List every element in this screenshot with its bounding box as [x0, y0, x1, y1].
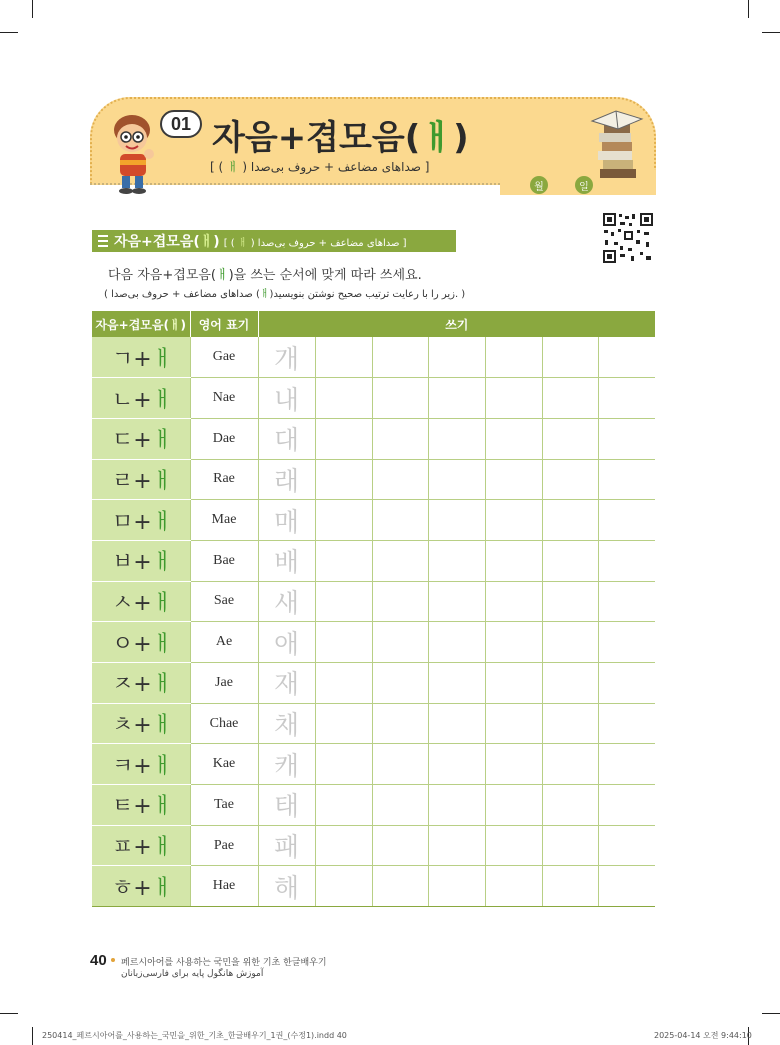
- consonant: ㅋ+: [112, 753, 152, 779]
- writing-box[interactable]: [315, 663, 372, 704]
- writing-box[interactable]: [372, 337, 428, 378]
- writing-box[interactable]: [485, 500, 542, 541]
- vowel: ㅐ: [151, 590, 173, 616]
- vowel: ㅐ: [151, 713, 173, 739]
- writing-box[interactable]: [315, 500, 372, 541]
- consonant-vowel-cell: [92, 459, 190, 500]
- writing-box[interactable]: [315, 378, 372, 419]
- date-day-label: 일: [575, 176, 593, 194]
- writing-box[interactable]: [485, 581, 542, 622]
- consonant-vowel-cell: [92, 500, 190, 541]
- header-romanization: 영어 표기: [190, 311, 258, 337]
- romanization-cell: Kae: [190, 744, 258, 785]
- table-row: [92, 540, 655, 581]
- writing-box[interactable]: [315, 459, 372, 500]
- romanization-cell: Nae: [190, 378, 258, 419]
- trace-syllable-cell: 내: [258, 378, 315, 419]
- section-title-fa-vowel: ㅐ: [237, 237, 248, 249]
- trace-syllable-cell: 래: [258, 459, 315, 500]
- writing-box[interactable]: [485, 744, 542, 785]
- writing-box[interactable]: [598, 663, 655, 704]
- table-row: [92, 622, 655, 663]
- writing-box[interactable]: [372, 825, 428, 866]
- consonant: ㄴ+: [112, 387, 152, 413]
- writing-box[interactable]: [428, 378, 485, 419]
- lesson-title: [212, 110, 469, 158]
- writing-box[interactable]: [372, 378, 428, 419]
- romanization-cell: Sae: [190, 581, 258, 622]
- table-row: [92, 459, 655, 500]
- table-row: [92, 663, 655, 704]
- vowel: ㅐ: [151, 672, 173, 698]
- book-title-persian: آموزش هانگول پایه برای فارسی‌زبانان: [121, 969, 264, 979]
- writing-box[interactable]: [598, 500, 655, 541]
- writing-box[interactable]: [542, 459, 598, 500]
- writing-box[interactable]: [542, 581, 598, 622]
- writing-box[interactable]: [542, 785, 598, 826]
- consonant-vowel-cell: [92, 744, 190, 785]
- lesson-subtitle-open: [ (: [210, 160, 227, 174]
- romanization-cell: Mae: [190, 500, 258, 541]
- consonant-vowel-cell: [92, 540, 190, 581]
- trace-syllable-cell: 캐: [258, 744, 315, 785]
- boy-character-illustration: [104, 110, 164, 196]
- writing-box[interactable]: [372, 866, 428, 907]
- header-col1-pre: 자음+겹모음(: [95, 317, 169, 332]
- header-writing: 쓰기: [258, 311, 655, 337]
- consonant-vowel-cell: [92, 378, 190, 419]
- instruction-korean-post: )을 쓰는 순서에 맞게 따라 쓰세요.: [228, 268, 422, 283]
- instruction-persian-pre: ( صداهای مضاعف + حروف بی‌صدا (: [104, 289, 260, 300]
- consonant: ㅍ+: [112, 835, 152, 861]
- section-title-fa: [224, 234, 407, 249]
- section-title-fa-open: [ (: [223, 237, 238, 249]
- trace-syllable-cell: 해: [258, 866, 315, 907]
- trace-syllable-cell: 패: [258, 825, 315, 866]
- writing-box[interactable]: [485, 866, 542, 907]
- consonant-vowel-cell: [92, 825, 190, 866]
- writing-box[interactable]: [542, 703, 598, 744]
- crop-mark: [762, 32, 780, 33]
- instruction-korean-vowel: ㅐ: [216, 268, 229, 283]
- writing-box[interactable]: [428, 866, 485, 907]
- writing-box[interactable]: [315, 337, 372, 378]
- writing-box[interactable]: [315, 866, 372, 907]
- consonant: ㄱ+: [112, 346, 152, 372]
- vowel: ㅐ: [151, 875, 173, 901]
- practice-table: [92, 311, 655, 907]
- writing-box[interactable]: [485, 622, 542, 663]
- writing-box[interactable]: [428, 540, 485, 581]
- consonant: ㅅ+: [112, 590, 152, 616]
- consonant: ㅁ+: [112, 509, 152, 535]
- writing-box[interactable]: [598, 418, 655, 459]
- writing-box[interactable]: [598, 378, 655, 419]
- consonant: ㅈ+: [112, 672, 152, 698]
- consonant: ㅇ+: [112, 631, 152, 657]
- consonant-vowel-cell: [92, 866, 190, 907]
- table-row: [92, 825, 655, 866]
- writing-box[interactable]: [598, 785, 655, 826]
- writing-box[interactable]: [485, 337, 542, 378]
- romanization-cell: Ae: [190, 622, 258, 663]
- section-title-vowel: ㅐ: [199, 234, 214, 250]
- consonant: ㄷ+: [112, 428, 152, 454]
- writing-box[interactable]: [485, 418, 542, 459]
- page-number: 40: [90, 952, 107, 969]
- lesson-subtitle: [210, 158, 429, 175]
- writing-box[interactable]: [372, 418, 428, 459]
- trace-syllable-cell: 재: [258, 663, 315, 704]
- writing-box[interactable]: [372, 622, 428, 663]
- romanization-cell: Chae: [190, 703, 258, 744]
- writing-box[interactable]: [542, 622, 598, 663]
- table-row: [92, 744, 655, 785]
- writing-box[interactable]: [372, 744, 428, 785]
- table-row: [92, 785, 655, 826]
- writing-box[interactable]: [315, 744, 372, 785]
- consonant-vowel-cell: [92, 785, 190, 826]
- writing-box[interactable]: [542, 866, 598, 907]
- consonant-vowel-cell: [92, 703, 190, 744]
- instruction-korean: [108, 264, 422, 283]
- writing-box[interactable]: [598, 622, 655, 663]
- writing-box[interactable]: [315, 785, 372, 826]
- vowel: ㅐ: [151, 835, 173, 861]
- writing-box[interactable]: [315, 418, 372, 459]
- writing-box[interactable]: [428, 581, 485, 622]
- vowel: ㅐ: [151, 631, 173, 657]
- trace-syllable-cell: 대: [258, 418, 315, 459]
- writing-box[interactable]: [598, 703, 655, 744]
- writing-box[interactable]: [428, 459, 485, 500]
- writing-box[interactable]: [372, 540, 428, 581]
- writing-box[interactable]: [428, 337, 485, 378]
- writing-box[interactable]: [542, 337, 598, 378]
- qr-code[interactable]: [602, 212, 654, 264]
- instruction-persian-vowel: ㅐ: [259, 289, 270, 300]
- writing-box[interactable]: [428, 744, 485, 785]
- crop-mark: [32, 1027, 33, 1045]
- table-row: [92, 581, 655, 622]
- trace-syllable-cell: 개: [258, 337, 315, 378]
- writing-box[interactable]: [372, 459, 428, 500]
- print-slug-timestamp: 2025-04-14 오전 9:44:10: [654, 1031, 752, 1040]
- trace-syllable-cell: 새: [258, 581, 315, 622]
- vowel: ㅐ: [151, 346, 173, 372]
- lesson-title-main: 자음+겹모음(: [212, 118, 421, 158]
- print-slug-file: 250414_페르시아어를_사용하는_국민을_위한_기초_한글배우기_1권_(수정1).indd 40: [42, 1031, 347, 1040]
- writing-box[interactable]: [428, 622, 485, 663]
- book-title-korean: 페르시아어를 사용하는 국민을 위한 기초 한글배우기: [121, 958, 327, 968]
- romanization-cell: Pae: [190, 825, 258, 866]
- writing-box[interactable]: [315, 540, 372, 581]
- vowel: ㅐ: [151, 794, 173, 820]
- instruction-persian: [104, 285, 465, 300]
- lesson-subtitle-rest: ) صداهای مضاعف + حروف بی‌صدا ]: [238, 160, 430, 174]
- lesson-number: 01: [160, 110, 202, 138]
- section-header: [92, 230, 456, 252]
- table-header-row: [92, 311, 655, 337]
- vowel: ㅐ: [151, 550, 173, 576]
- trace-syllable-cell: 배: [258, 540, 315, 581]
- romanization-cell: Jae: [190, 663, 258, 704]
- writing-box[interactable]: [485, 825, 542, 866]
- writing-box[interactable]: [598, 459, 655, 500]
- lesson-subtitle-vowel: ㅐ: [227, 160, 239, 174]
- writing-box[interactable]: [428, 825, 485, 866]
- crop-mark: [0, 32, 18, 33]
- trace-syllable-cell: 채: [258, 703, 315, 744]
- writing-box[interactable]: [372, 500, 428, 541]
- writing-box[interactable]: [428, 663, 485, 704]
- section-title-main: 자음+겹모음(: [114, 234, 200, 250]
- consonant-vowel-cell: [92, 581, 190, 622]
- consonant-vowel-cell: [92, 663, 190, 704]
- table-row: [92, 703, 655, 744]
- crop-mark: [762, 1013, 780, 1014]
- consonant: ㄹ+: [112, 468, 152, 494]
- consonant: ㅂ+: [112, 550, 152, 576]
- vowel: ㅐ: [151, 509, 173, 535]
- section-title-fa-rest: ) صداهای مضاعف + حروف بی‌صدا ]: [247, 237, 407, 249]
- consonant-vowel-cell: [92, 622, 190, 663]
- header-col1-vowel: ㅐ: [168, 317, 181, 332]
- writing-box[interactable]: [372, 663, 428, 704]
- consonant: ㅌ+: [112, 794, 152, 820]
- table-row: [92, 866, 655, 907]
- writing-box[interactable]: [315, 581, 372, 622]
- writing-box[interactable]: [485, 378, 542, 419]
- writing-box[interactable]: [315, 825, 372, 866]
- writing-box[interactable]: [485, 459, 542, 500]
- crop-mark: [32, 0, 33, 18]
- writing-box[interactable]: [598, 825, 655, 866]
- instruction-korean-pre: 다음 자음+겹모음(: [108, 268, 217, 283]
- lesson-title-vowel: ㅐ: [420, 118, 454, 158]
- crop-mark: [748, 0, 749, 18]
- consonant-vowel-cell: [92, 337, 190, 378]
- grip-icon: [98, 234, 108, 248]
- vowel: ㅐ: [151, 753, 173, 779]
- book-stack-illustration: [586, 103, 648, 183]
- writing-box[interactable]: [598, 337, 655, 378]
- table-row: [92, 418, 655, 459]
- writing-box[interactable]: [428, 500, 485, 541]
- header-col1-post: ): [180, 317, 187, 332]
- crop-mark: [0, 1013, 18, 1014]
- writing-box[interactable]: [542, 378, 598, 419]
- section-title-close: ): [213, 234, 220, 250]
- consonant: ㅎ+: [112, 875, 152, 901]
- writing-box[interactable]: [598, 866, 655, 907]
- vowel: ㅐ: [151, 428, 173, 454]
- vowel: ㅐ: [151, 387, 173, 413]
- romanization-cell: Dae: [190, 418, 258, 459]
- writing-box[interactable]: [428, 785, 485, 826]
- instruction-persian-post: )زیر را با رعایت ترتیب صحیح نوشتن بنویسید. ): [269, 289, 466, 300]
- consonant: ㅊ+: [112, 713, 152, 739]
- writing-box[interactable]: [315, 622, 372, 663]
- romanization-cell: Bae: [190, 540, 258, 581]
- table-row: [92, 378, 655, 419]
- date-month-label: 월: [530, 176, 548, 194]
- writing-box[interactable]: [485, 703, 542, 744]
- writing-box[interactable]: [542, 825, 598, 866]
- trace-syllable-cell: 매: [258, 500, 315, 541]
- writing-box[interactable]: [485, 540, 542, 581]
- writing-box[interactable]: [315, 703, 372, 744]
- vowel: ㅐ: [151, 468, 173, 494]
- writing-box[interactable]: [372, 703, 428, 744]
- header-consonant-vowel: [92, 311, 190, 337]
- romanization-cell: Gae: [190, 337, 258, 378]
- romanization-cell: Tae: [190, 785, 258, 826]
- bullet-dot: [111, 958, 115, 962]
- writing-box[interactable]: [542, 744, 598, 785]
- writing-box[interactable]: [485, 663, 542, 704]
- writing-box[interactable]: [428, 703, 485, 744]
- writing-box[interactable]: [542, 500, 598, 541]
- writing-box[interactable]: [598, 540, 655, 581]
- writing-box[interactable]: [372, 785, 428, 826]
- writing-box[interactable]: [542, 418, 598, 459]
- section-title: [114, 231, 220, 251]
- consonant-vowel-cell: [92, 418, 190, 459]
- trace-syllable-cell: 태: [258, 785, 315, 826]
- writing-box[interactable]: [485, 785, 542, 826]
- writing-box[interactable]: [542, 540, 598, 581]
- romanization-cell: Rae: [190, 459, 258, 500]
- table-row: [92, 337, 655, 378]
- romanization-cell: Hae: [190, 866, 258, 907]
- writing-box[interactable]: [428, 418, 485, 459]
- writing-box[interactable]: [598, 744, 655, 785]
- writing-box[interactable]: [598, 581, 655, 622]
- trace-syllable-cell: 애: [258, 622, 315, 663]
- writing-box[interactable]: [372, 581, 428, 622]
- table-row: [92, 500, 655, 541]
- lesson-title-close: ): [453, 118, 469, 158]
- writing-box[interactable]: [542, 663, 598, 704]
